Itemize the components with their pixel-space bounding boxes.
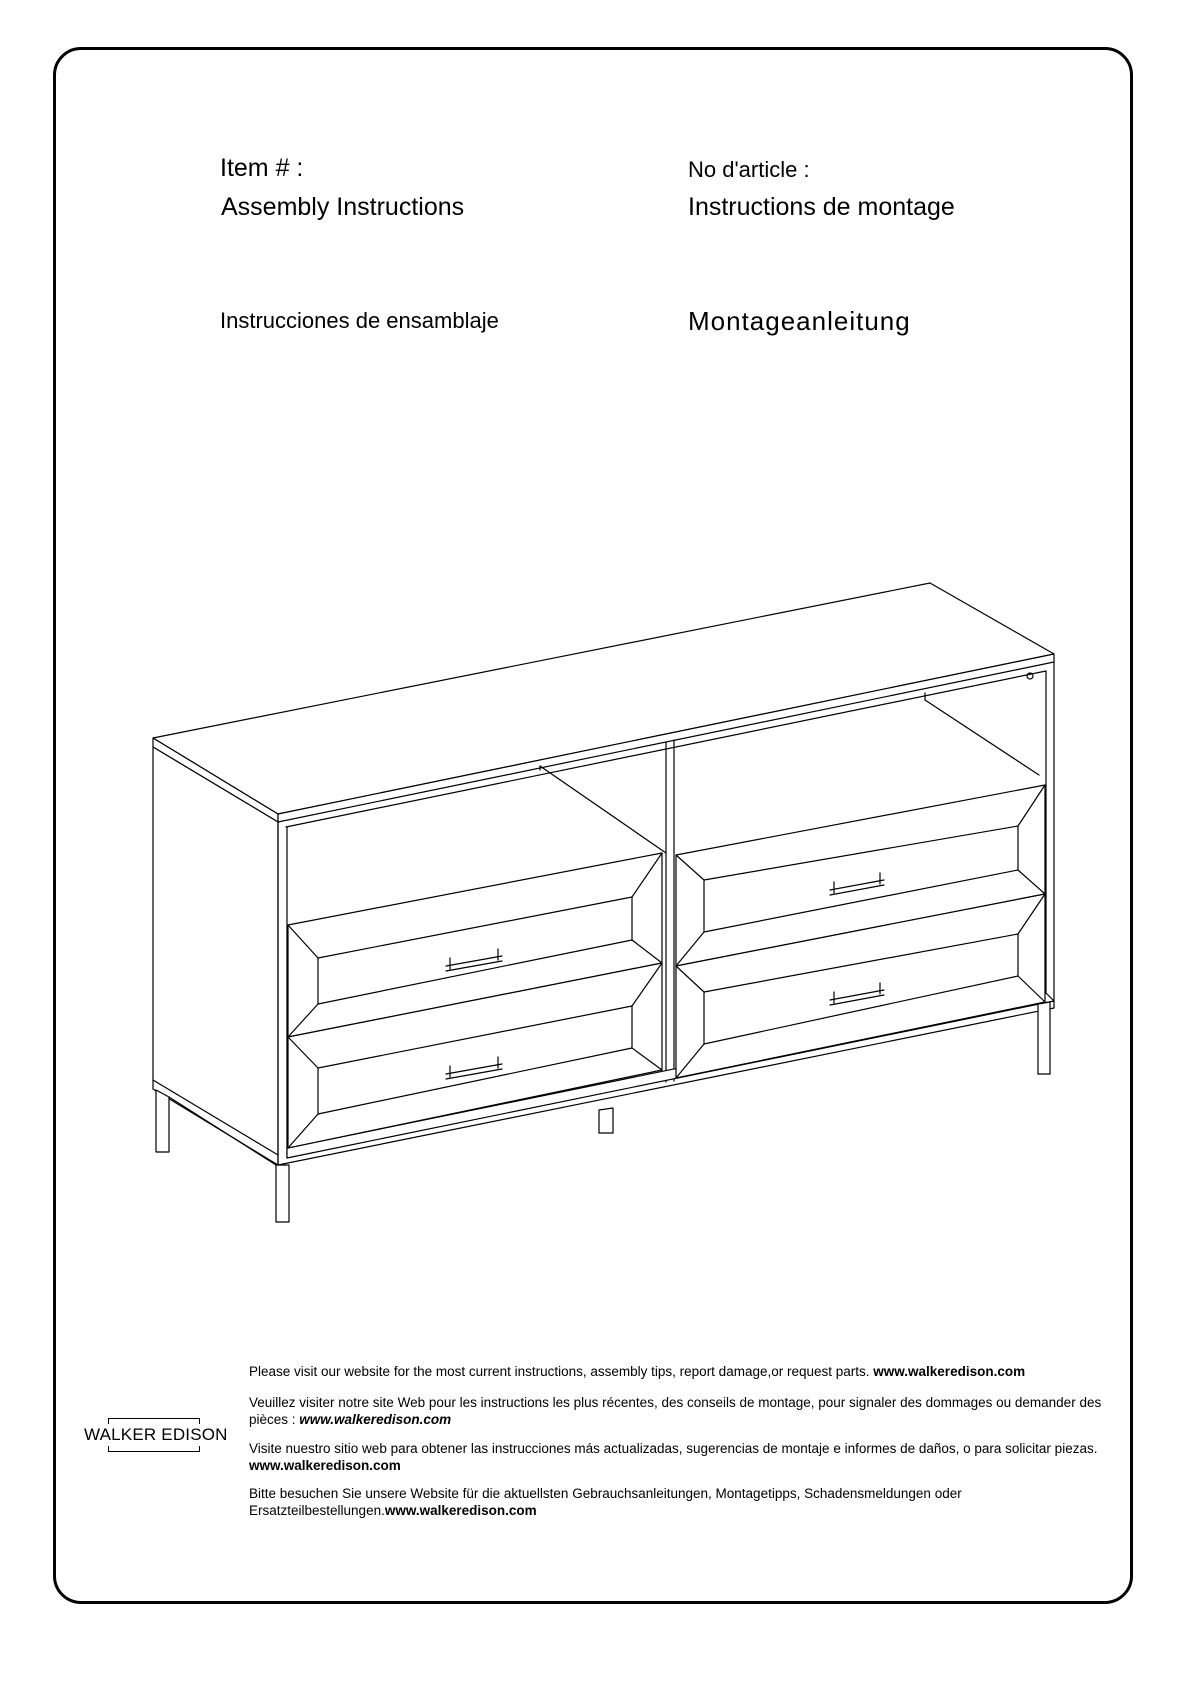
- notice-german-text: Bitte besuchen Sie unsere Website für die aktuellsten Gebrauchsanleitungen, Montagetipps, Schadensmeldungen oder Ersatzteilbestellungen.: [249, 1486, 962, 1518]
- notice-spanish: [249, 1440, 1109, 1474]
- logo-text: WALKER EDISON: [84, 1425, 228, 1444]
- notice-french: [249, 1394, 1109, 1428]
- walker-edison-logo: [84, 1415, 228, 1455]
- notice-french-text: Veuillez visiter notre site Web pour les instructions les plus récentes, des conseils de montage, pour signaler des dommages ou demander des pièces :: [249, 1395, 1102, 1427]
- notice-english-text: Please visit our website for the most current instructions, assembly tips, report damage,or request parts.: [249, 1364, 874, 1379]
- website-link-french[interactable]: www.walkeredison.com: [299, 1412, 452, 1427]
- item-number-label-fr: No d'article :: [688, 157, 810, 182]
- website-link-german[interactable]: www.walkeredison.com: [384, 1503, 537, 1518]
- item-number-label: Item # :: [220, 154, 304, 182]
- logo-bracket-top: [108, 1418, 200, 1419]
- notice-english: [249, 1363, 1109, 1380]
- assembly-instructions-title: Assembly Instructions: [221, 193, 465, 221]
- dresser-top: [153, 583, 1054, 827]
- notice-german: [249, 1485, 1109, 1519]
- website-link-spanish[interactable]: www.walkeredison.com: [249, 1458, 401, 1473]
- website-link-english[interactable]: www.walkeredison.com: [873, 1364, 1026, 1379]
- notice-spanish-text: Visite nuestro sitio web para obtener las instrucciones más actualizadas, sugerencias de montaje e informes de daños, o para solicitar piezas.: [249, 1441, 1098, 1456]
- assembly-instructions-title-de: Montageanleitung: [688, 306, 911, 336]
- logo-bracket-bottom: [108, 1451, 200, 1452]
- assembly-instructions-title-fr: Instructions de montage: [688, 193, 955, 221]
- assembly-instructions-title-es: Instrucciones de ensamblaje: [220, 308, 499, 333]
